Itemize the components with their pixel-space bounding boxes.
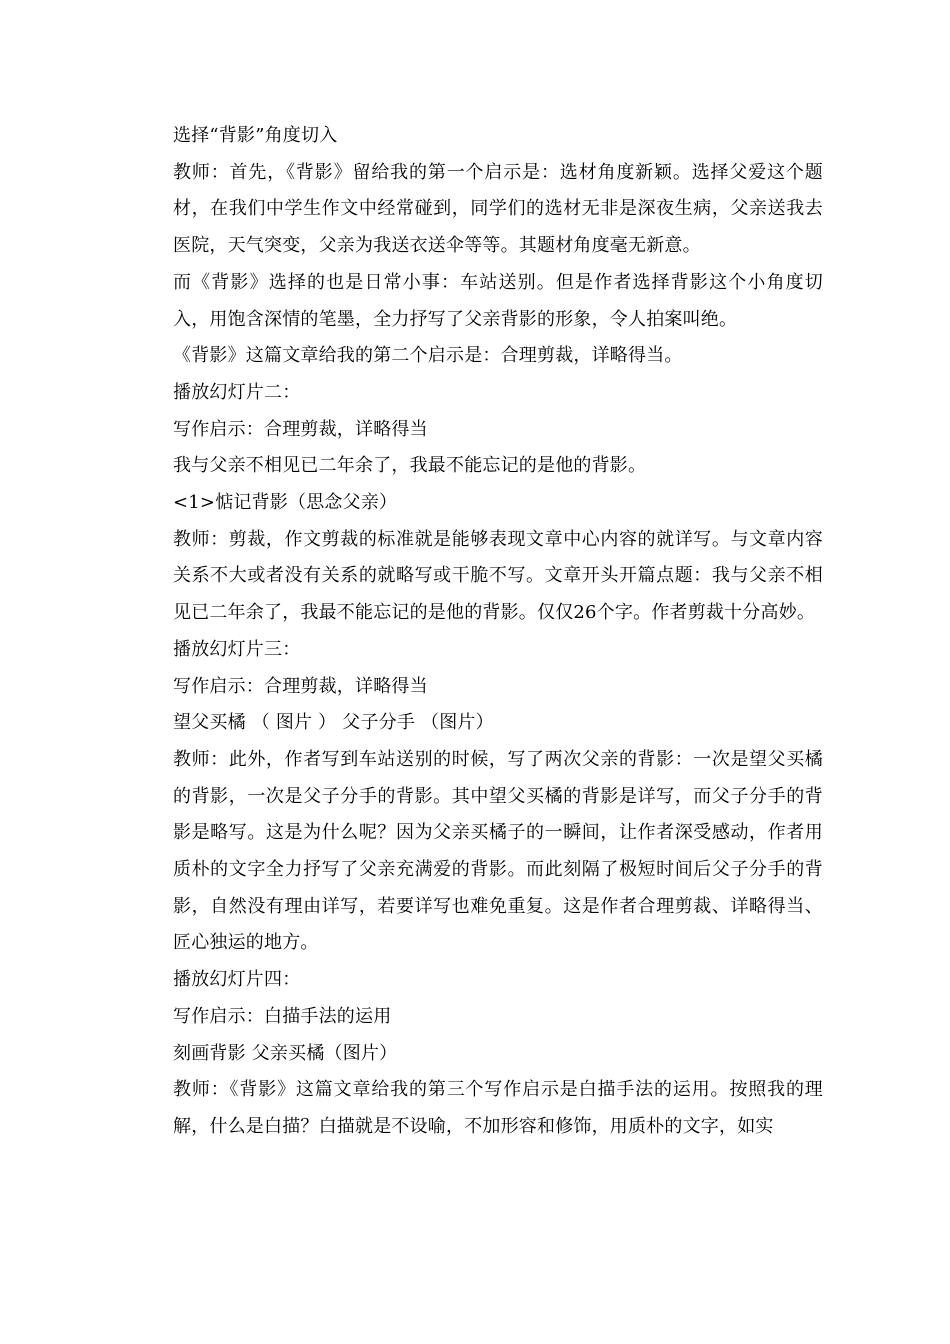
paragraph-second-insight: 《背影》这篇文章给我的第二个启示是：合理剪裁，详略得当。 (173, 345, 683, 367)
paragraph-slide-three: 播放幻灯片三： (173, 638, 301, 660)
paragraph-heading-angle: 选择“背影”角度切入 (173, 125, 338, 146)
document-body (173, 118, 823, 1146)
paragraph-writing-insight-sketch: 写作启示：白描手法的运用 (173, 1005, 392, 1027)
paragraph-teacher-two-backs: 教师：此外，作者写到车站送别的时候，写了两次父亲的背影：一次是望父买橘的背影，一次是父子分手的背影。其中望父买橘的背影是详写，而父子分手的背影是略写。这是为什么呢？因为父亲买橘子的一瞬间，让作者深受感动，作者用质朴的文字全力抒写了父亲充满爱的背影。而此刻隔了极短时间后父子分手的背影，自然没有理由详写，若要详写也难免重复。这是作者合理剪裁、详略得当、匠心独运的地方。 (173, 748, 823, 954)
paragraph-slide-two: 播放幻灯片二： (173, 381, 301, 403)
paragraph-teacher-first-insight: 教师：首先，《背影》留给我的第一个启示是：选材角度新颖。选择父爱这个题材，在我们中学生作文中经常碰到，同学们的选材无非是深夜生病，父亲送我去医院，天气突变，父亲为我送衣送伞等等。其题材角度毫无新意。 (173, 161, 823, 257)
paragraph-teacher-third-insight: 教师：《背影》这篇文章给我的第三个写作启示是白描手法的运用。按照我的理解，什么是白描？白描就是不设喻，不加形容和修饰，用质朴的文字，如实 (173, 1079, 823, 1137)
paragraph-station-farewell: 而《背影》选择的也是日常小事：车站送别。但是作者选择背影这个小角度切入，用饱含深情的笔墨，全力抒写了父亲背影的形象，令人拍案叫绝。 (173, 271, 823, 330)
paragraph-teacher-cutting: 教师：剪裁，作文剪裁的标准就是能够表现文章中心内容的就详写。与文章内容关系不大或者没有关系的就略写或干脆不写。文章开头开篇点题：我与父亲不相见已二年余了，我最不能忘记的是他的背影。仅仅26个字。作者剪裁十分高妙。 (173, 528, 823, 624)
paragraph-orange-pictures: 望父买橘 （ 图片 ） 父子分手 （图片） (173, 712, 494, 734)
paragraph-quote-opening: 我与父亲不相见已二年余了，我最不能忘记的是他的背影。 (173, 455, 647, 477)
paragraph-portray-back: 刻画背影 父亲买橘（图片） (173, 1042, 398, 1064)
paragraph-writing-insight-cut: 写作启示：合理剪裁，详略得当 (173, 418, 428, 440)
paragraph-writing-insight-cut-2: 写作启示：合理剪裁，详略得当 (173, 675, 428, 697)
paragraph-slide-four: 播放幻灯片四： (173, 969, 301, 991)
paragraph-missing-back: <1>惦记背影（思念父亲） (173, 492, 398, 514)
